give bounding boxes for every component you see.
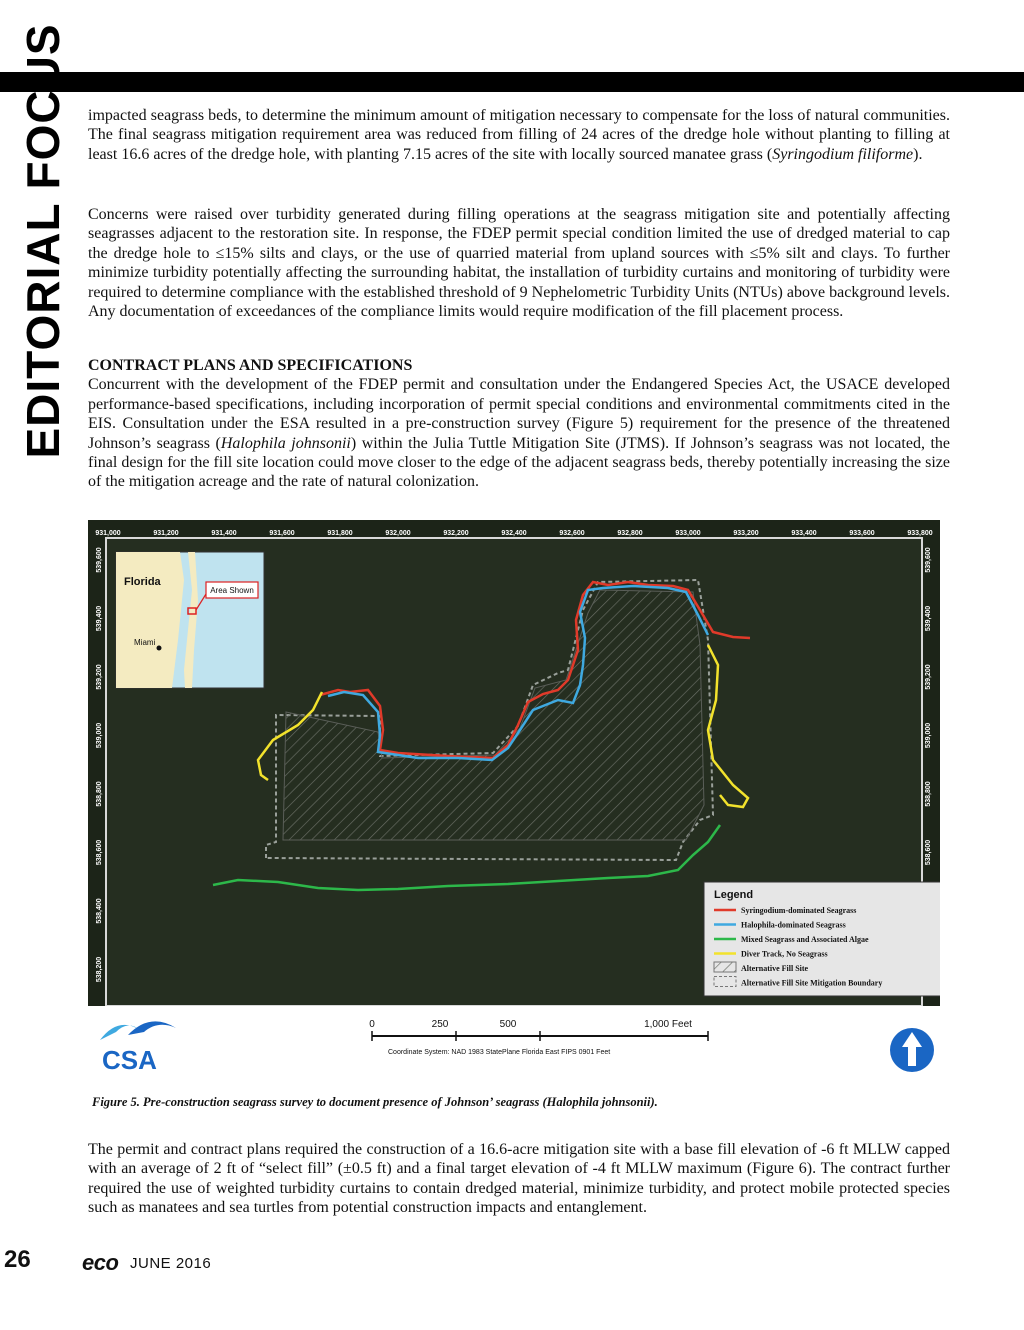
- scale-label-0: 0: [369, 1019, 375, 1030]
- p3-text: Concurrent with the development of the FDEP permit and consultation under the Endangered Species Act, the USACE developed performance-based specifications, including incorporation of permit special conditions and environmental commitments cited in the EIS. Consultation under the ESA resulted in a pre-construction survey (Figure 5) requirement for the presence of the threatened Johnson’s seagrass (: [88, 376, 950, 452]
- csa-logo-text: CSA: [102, 1045, 157, 1075]
- scale-label-250: 250: [431, 1019, 449, 1030]
- y-tick-left-label: 539,000: [96, 722, 103, 749]
- x-tick-top-label: 931,000: [95, 530, 121, 537]
- x-tick-top-label: 931,800: [327, 530, 353, 537]
- x-tick-top-label: 933,200: [733, 530, 759, 537]
- legend-item-label: Mixed Seagrass and Associated Algae: [741, 935, 869, 944]
- legend-title: Legend: [714, 889, 754, 901]
- y-tick-left-label: 539,200: [96, 664, 103, 690]
- x-axis-ticks-top: [95, 530, 932, 537]
- scale-label-500: 500: [499, 1019, 517, 1030]
- p1-end: ).: [913, 145, 923, 163]
- legend-item-label: Syringodium-dominated Seagrass: [741, 906, 857, 915]
- inset-locator-map: [116, 552, 264, 688]
- paragraph-2-text: Concerns were raised over turbidity generated during filling operations at the seagrass mitigation site and potentially affecting seagrasses adjacent to the restoration site. In response, the FDEP permit special condition limited the use of dredged material to cap the dredge hole to ≤15% silts and clays, or the use of quarried material from upland sources with ≤5% silt and clays. To further minimize turbidity potentially affecting the surrounding habitat, the installation of turbidity curtains and monitoring of turbidity were required to determine compliance with the established threshold of 9 Nephelometric Turbidity Units (NTUs) above background levels. Any documentation of exceedances of the compliance limits would require modification of the fill placement process.: [88, 206, 950, 321]
- x-tick-top-label: 933,800: [907, 530, 933, 537]
- paragraph-3-text: [88, 375, 950, 491]
- inset-state-label: Florida: [124, 576, 161, 588]
- coordinate-system-note: Coordinate System: NAD 1983 StatePlane Florida East FIPS 0901 Feet: [388, 1049, 611, 1056]
- y-tick-left-label: 539,400: [96, 605, 103, 632]
- x-tick-top-label: 931,400: [211, 530, 237, 537]
- north-arrow-icon: [890, 1028, 934, 1072]
- legend-item-label: Alternative Fill Site Mitigation Boundary: [741, 978, 883, 988]
- y-tick-right-label: 538,600: [925, 839, 932, 866]
- paragraph-2: [88, 205, 950, 321]
- y-tick-right-label: 539,400: [925, 605, 932, 632]
- paragraph-1: [88, 106, 950, 164]
- section-heading: CONTRACT PLANS AND SPECIFICATIONS: [88, 357, 413, 374]
- y-tick-left-label: 538,800: [96, 781, 103, 807]
- issue-date: JUNE 2016: [130, 1255, 212, 1272]
- inset-city-label: Miami: [134, 638, 156, 647]
- figure-5-map: [88, 520, 940, 1080]
- y-tick-right-label: 539,600: [925, 547, 932, 573]
- y-tick-right-label: 539,200: [925, 664, 932, 690]
- y-tick-right-label: 538,800: [925, 781, 932, 807]
- x-tick-top-label: 933,600: [849, 530, 875, 537]
- map-legend: [704, 882, 940, 996]
- x-tick-top-label: 932,000: [385, 530, 411, 537]
- y-tick-left-label: 538,200: [96, 956, 103, 983]
- legend-swatch: [714, 962, 736, 972]
- survey-map-svg: [88, 520, 940, 1080]
- legend-item-label: Halophila-dominated Seagrass: [741, 920, 846, 930]
- legend-item-label: Alternative Fill Site: [741, 964, 809, 973]
- contract-section: [88, 356, 950, 492]
- top-rule: [0, 72, 1024, 92]
- legend-item-label: Diver Track, No Seagrass: [741, 949, 828, 959]
- y-tick-left-label: 538,600: [96, 839, 103, 866]
- figure-caption: Figure 5. Pre-construction seagrass survey to document presence of Johnson’ seagrass (Halophila johnsonii).: [92, 1095, 658, 1109]
- x-tick-top-label: 932,800: [617, 530, 643, 537]
- scale-label-1000: 1,000 Feet: [644, 1019, 692, 1030]
- magazine-logo: eco: [82, 1250, 119, 1275]
- map-bottom-panel: [88, 1006, 940, 1080]
- side-label-wrap: [12, 23, 74, 459]
- page-number: 26: [4, 1246, 31, 1273]
- p3-species: Halophila johnsonii: [220, 434, 351, 452]
- y-tick-right-label: 539,000: [925, 722, 932, 749]
- inset-area-label: Area Shown: [210, 586, 254, 595]
- x-tick-top-label: 933,400: [791, 530, 817, 537]
- p3-end: ) within the Julia Tuttle Mitigation Site (JTMS). If Johnson’s seagrass was not located, the final design for the fill site location could move closer to the edge of the adjacent seagrass beds, thereby potentially increasing the size of the mitigation acreage and the rate of natural colonization.: [88, 434, 951, 491]
- x-tick-top-label: 931,600: [269, 530, 295, 537]
- p1-species: Syringodium filiforme: [772, 145, 914, 163]
- x-tick-top-label: 931,200: [153, 530, 179, 537]
- paragraph-4-text: The permit and contract plans required the construction of a 16.6-acre mitigation site with a base fill elevation of -6 ft MLLW capped with an average of 2 ft of “select fill” (±0.5 ft) and a final target elevation of -4 ft MLLW maximum (Figure 6). The contract further required the use of weighted turbidity curtains to contain dredged material, minimize turbidity, and protect mobile protected species such as manatees and sea turtles from potential construction impacts and entanglement.: [88, 1141, 950, 1217]
- x-tick-top-label: 932,600: [559, 530, 585, 537]
- section-side-label: EDITORIAL FOCUS: [17, 23, 69, 459]
- p1-text: impacted seagrass beds, to determine the minimum amount of mitigation necessary to compensate for the loss of natural communities. The final seagrass mitigation requirement area was reduced from filling of 24 acres of the dredge hole without planting to filling at least 16.6 acres of the dredge hole, with planting 7.15 acres of the site with locally sourced manatee grass (: [88, 107, 950, 163]
- paragraph-1-text: [88, 106, 950, 164]
- paragraph-4: [88, 1140, 950, 1218]
- x-tick-top-label: 933,000: [675, 530, 701, 537]
- x-tick-top-label: 932,200: [443, 530, 469, 537]
- y-tick-left-label: 539,600: [96, 547, 103, 573]
- x-tick-top-label: 932,400: [501, 530, 527, 537]
- y-tick-left-label: 538,400: [96, 898, 103, 924]
